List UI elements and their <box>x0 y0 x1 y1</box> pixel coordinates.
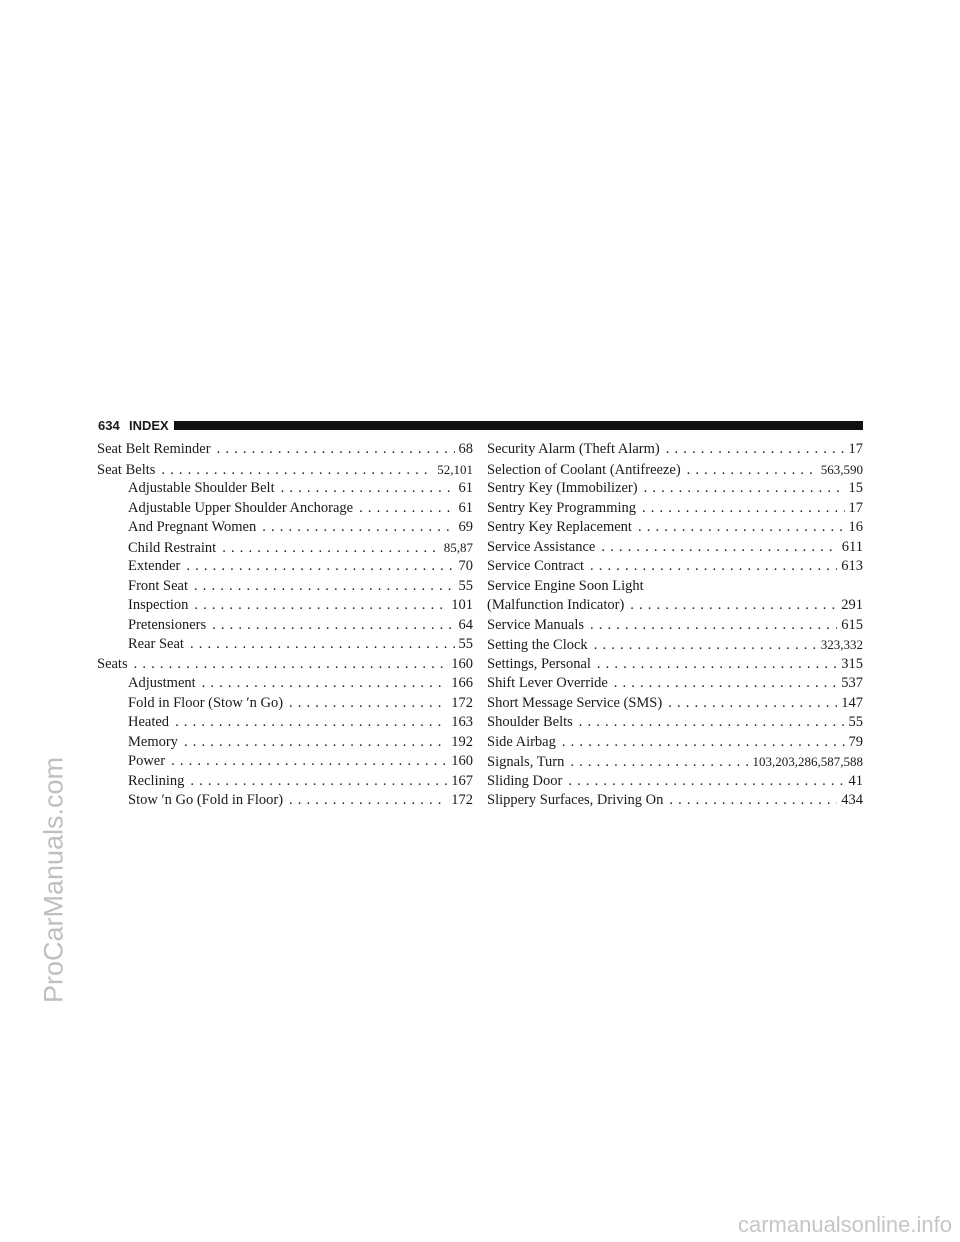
index-entry <box>97 752 473 772</box>
entry-page-ref: 15 <box>848 480 863 496</box>
dot-leader <box>584 616 837 636</box>
index-entry <box>97 518 473 538</box>
index-entry <box>97 674 473 694</box>
dot-leader <box>206 616 454 636</box>
entry-page-ref: 101 <box>451 597 473 613</box>
index-entry <box>97 577 473 597</box>
dot-leader <box>660 440 845 460</box>
index-entry <box>487 713 863 733</box>
dot-leader <box>636 499 844 519</box>
entry-page-ref: 17 <box>848 441 863 457</box>
entry-page-ref: 434 <box>841 792 863 808</box>
dot-leader <box>283 694 447 714</box>
index-entry <box>97 655 473 675</box>
dot-leader <box>169 713 447 733</box>
entry-label: Fold in Floor (Stow ′n Go) <box>128 694 284 711</box>
dot-leader <box>211 440 455 460</box>
index-entry <box>487 440 863 460</box>
dot-leader <box>188 596 447 616</box>
entry-label: Memory <box>128 733 178 750</box>
entry-page-ref: 160 <box>451 655 473 672</box>
page-number: 634 <box>98 418 120 433</box>
dot-leader <box>353 499 454 519</box>
entry-label: Rear Seat <box>128 636 184 652</box>
index-entry <box>487 479 863 499</box>
index-entry <box>487 772 863 792</box>
entry-page-ref: 69 <box>458 519 473 535</box>
index-entry <box>487 655 863 675</box>
entry-label: Service Assistance <box>487 538 596 555</box>
dot-leader <box>128 655 448 675</box>
entry-page-ref: 163 <box>451 714 473 730</box>
entry-label: Inspection <box>128 597 189 613</box>
dot-leader <box>256 518 454 538</box>
dot-leader <box>591 655 837 675</box>
entry-label: Extender <box>128 558 181 574</box>
entry-page-ref: 615 <box>841 616 863 633</box>
index-entry <box>487 694 863 714</box>
index-entry <box>97 635 473 655</box>
dot-leader <box>632 518 845 538</box>
dot-leader <box>638 479 845 499</box>
entry-label: Setting the Clock <box>487 637 588 653</box>
index-entry <box>487 518 863 538</box>
entry-page-ref: 172 <box>451 792 473 808</box>
dot-leader <box>556 733 845 753</box>
entry-page-ref: 315 <box>841 655 863 672</box>
header-rule <box>174 421 863 430</box>
dot-leader <box>595 538 837 558</box>
entry-page-ref: 79 <box>848 733 863 750</box>
dot-leader <box>188 577 454 597</box>
entry-label: Adjustable Shoulder Belt <box>128 480 275 496</box>
bottom-watermark: carmanualsonline.info <box>737 1212 952 1237</box>
entry-label: Sentry Key Programming <box>487 499 637 516</box>
index-entry <box>97 557 473 577</box>
entry-page-ref: 537 <box>841 675 863 691</box>
page-header <box>98 417 863 435</box>
index-entry <box>97 460 473 480</box>
entry-label: Child Restraint <box>128 539 217 556</box>
entry-label: Service Manuals <box>487 616 585 633</box>
dot-leader <box>184 772 447 792</box>
entry-label: Security Alarm (Theft Alarm) <box>487 441 660 457</box>
dot-leader <box>216 539 440 559</box>
dot-leader <box>275 479 455 499</box>
entry-page-ref: 166 <box>451 675 473 691</box>
index-entry <box>97 694 473 714</box>
dot-leader <box>184 635 455 655</box>
entry-label: Power <box>128 753 166 769</box>
entry-page-ref: 61 <box>458 480 473 496</box>
entry-label: Shoulder Belts <box>487 714 573 730</box>
entry-label: Short Message Service (SMS) <box>487 694 663 711</box>
entry-label: Side Airbag <box>487 733 556 750</box>
index-entry <box>487 460 863 480</box>
dot-leader <box>662 694 837 714</box>
entry-page-ref: 61 <box>458 499 473 516</box>
entry-page-ref: 147 <box>841 694 863 711</box>
index-entry <box>97 499 473 519</box>
entry-page-ref: 41 <box>848 772 863 789</box>
entry-page-ref: 160 <box>451 753 473 769</box>
entry-label: Selection of Coolant (Antifreeze) <box>487 461 681 478</box>
entry-page-ref: 563,590 <box>820 461 863 477</box>
dot-leader <box>584 557 837 577</box>
entry-label: Seat Belt Reminder <box>97 441 211 457</box>
entry-page-ref: 16 <box>848 519 863 535</box>
section-title: INDEX <box>129 418 169 433</box>
index-entry <box>487 733 863 753</box>
index-entry <box>97 791 473 811</box>
index-entry <box>97 596 473 616</box>
index-entry <box>97 772 473 792</box>
entry-page-ref: 70 <box>458 558 473 574</box>
dot-leader <box>196 674 448 694</box>
entry-page-ref: 167 <box>451 772 473 789</box>
entry-page-ref: 68 <box>458 441 473 457</box>
dot-leader <box>608 674 837 694</box>
entry-page-ref: 55 <box>458 577 473 594</box>
entry-page-ref: 17 <box>848 499 863 516</box>
index-entry <box>487 791 863 811</box>
entry-label: Adjustable Upper Shoulder Anchorage <box>128 499 354 516</box>
dot-leader <box>588 636 817 656</box>
entry-page-ref: 611 <box>841 538 863 555</box>
entry-label: Front Seat <box>128 577 189 594</box>
index-column-left <box>97 440 473 811</box>
entry-label: Sentry Key (Immobilizer) <box>487 480 638 496</box>
dot-leader <box>562 772 844 792</box>
entry-page-ref: 103,203,286,587,588 <box>752 754 863 769</box>
index-entry <box>487 596 863 616</box>
entry-label: Slippery Surfaces, Driving On <box>487 792 664 808</box>
dot-leader <box>564 753 748 773</box>
entry-page-ref: 64 <box>458 616 473 633</box>
index-entry <box>97 538 473 558</box>
index-entry <box>97 713 473 733</box>
index-column-right <box>487 440 863 811</box>
entry-page-ref: 172 <box>451 694 473 711</box>
index-entry <box>487 557 863 577</box>
dot-leader <box>165 752 447 772</box>
entry-page-ref: 55 <box>458 636 473 652</box>
index-entry <box>97 616 473 636</box>
index-entry <box>487 616 863 636</box>
entry-label: Seat Belts <box>97 461 156 478</box>
entry-label: Sliding Door <box>487 772 563 789</box>
index-entry <box>487 635 863 655</box>
entry-page-ref: 192 <box>451 733 473 750</box>
entry-page-ref: 323,332 <box>820 637 863 652</box>
dot-leader <box>283 791 447 811</box>
index-entry <box>487 499 863 519</box>
index-entry <box>487 577 863 597</box>
entry-page-ref: 52,101 <box>437 461 473 477</box>
entry-label: Sentry Key Replacement <box>487 519 632 535</box>
entry-label: Signals, Turn <box>487 754 565 770</box>
entry-label: Service Engine Soon Light <box>487 577 644 594</box>
index-entry <box>487 752 863 772</box>
index-entry <box>487 674 863 694</box>
dot-leader <box>624 596 837 616</box>
entry-label: (Malfunction Indicator) <box>487 597 625 613</box>
entry-label: Reclining <box>128 772 185 789</box>
index-entry <box>487 538 863 558</box>
dot-leader <box>573 713 845 733</box>
dot-leader <box>663 791 837 811</box>
entry-label: Settings, Personal <box>487 655 591 672</box>
entry-page-ref: 613 <box>841 558 863 574</box>
entry-label: And Pregnant Women <box>128 519 257 535</box>
entry-label: Stow ′n Go (Fold in Floor) <box>128 792 284 808</box>
dot-leader <box>178 733 447 753</box>
entry-page-ref: 55 <box>848 714 863 730</box>
entry-label: Pretensioners <box>128 616 207 633</box>
dot-leader <box>155 461 433 481</box>
index-entry <box>97 479 473 499</box>
dot-leader <box>180 557 454 577</box>
side-watermark: ProCarManuals.com <box>38 756 69 1004</box>
entry-page-ref: 85,87 <box>443 539 473 555</box>
entry-label: Service Contract <box>487 558 585 574</box>
entry-page-ref: 291 <box>841 597 863 613</box>
index-entry <box>97 733 473 753</box>
entry-label: Shift Lever Override <box>487 675 608 691</box>
entry-label: Seats <box>97 655 128 672</box>
dot-leader <box>681 461 817 481</box>
entry-label: Adjustment <box>128 675 196 691</box>
entry-label: Heated <box>128 714 170 730</box>
index-entry <box>97 440 473 460</box>
